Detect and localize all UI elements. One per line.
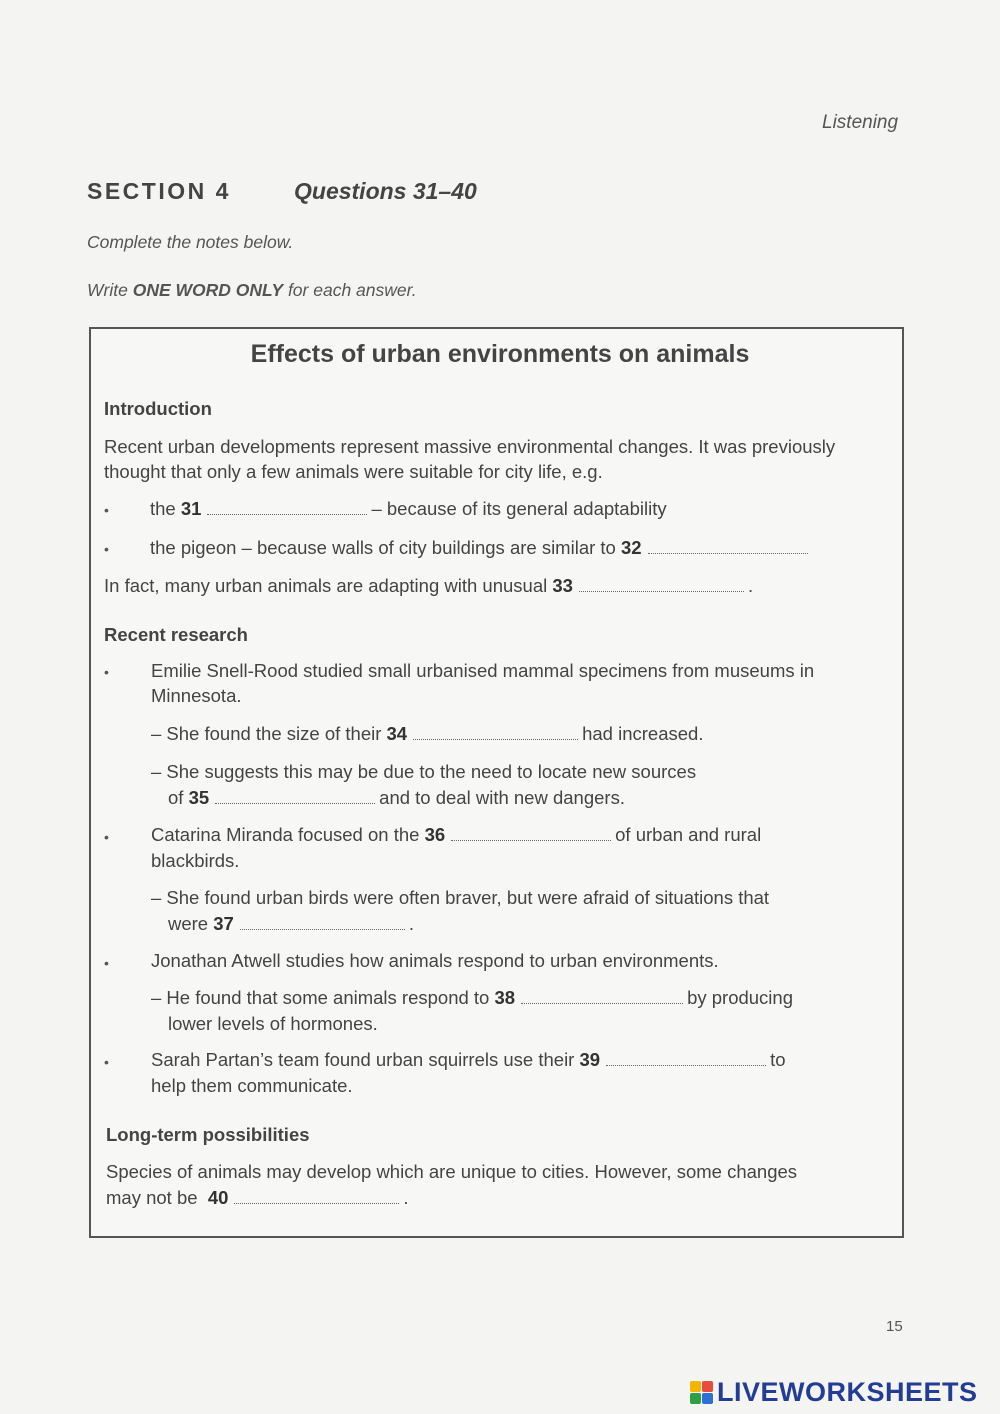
- answer-gap-31[interactable]: [207, 510, 367, 515]
- answer-gap-40[interactable]: [234, 1199, 399, 1204]
- bullet: •: [104, 955, 109, 971]
- bullet: •: [104, 541, 109, 557]
- longterm-heading: Long-term possibilities: [106, 1124, 310, 1145]
- page-number: 15: [886, 1318, 903, 1335]
- research-atwell: Jonathan Atwell studies how animals respond to urban environments.: [151, 950, 719, 971]
- brand-name: LIVEWORKSHEETS: [717, 1377, 978, 1407]
- longterm-line1: Species of animals may develop which are unique to cities. However, some changes: [106, 1161, 798, 1182]
- research-atwell-38: – He found that some animals respond to 38 by producing: [151, 987, 793, 1008]
- logo-square: [690, 1381, 701, 1392]
- intro-heading: Introduction: [104, 398, 212, 419]
- logo-icon: [690, 1381, 713, 1404]
- section-label: SECTION 4: [87, 178, 231, 204]
- intro-bullet-31: the 31 – because of its general adaptability: [150, 498, 667, 519]
- bullet: •: [104, 664, 109, 680]
- research-atwell-line2: lower levels of hormones.: [168, 1013, 378, 1034]
- research-snell-rood: Emilie Snell-Rood studied small urbanised mammal specimens from museums in Minnesota.: [151, 660, 815, 706]
- research-miranda-37: were 37 .: [168, 913, 414, 934]
- answer-gap-38[interactable]: [521, 999, 683, 1004]
- research-heading: Recent research: [104, 624, 248, 645]
- logo-square: [702, 1381, 713, 1392]
- instruction-complete: Complete the notes below.: [87, 232, 294, 252]
- questions-range: Questions 31–40: [294, 178, 477, 204]
- longterm-40: may not be 40 .: [106, 1187, 409, 1208]
- research-miranda-finding: – She found urban birds were often braver, but were afraid of situations that: [151, 887, 770, 908]
- intro-fact-33: In fact, many urban animals are adapting with unusual 33 .: [104, 575, 754, 596]
- logo-square: [702, 1393, 713, 1404]
- research-partan-39: Sarah Partan’s team found urban squirrels use their 39 to: [151, 1049, 786, 1070]
- research-miranda-36: Catarina Miranda focused on the 36 of urban and rural: [151, 824, 762, 845]
- research-snell-rood-suggest: – She suggests this may be due to the need to locate new sources: [151, 761, 697, 782]
- bullet: •: [104, 829, 109, 845]
- research-partan-line2: help them communicate.: [151, 1075, 353, 1096]
- research-snell-rood-35: of 35 and to deal with new dangers.: [168, 787, 625, 808]
- answer-gap-37[interactable]: [240, 925, 405, 930]
- logo-square: [690, 1393, 701, 1404]
- header-label: Listening: [822, 112, 899, 133]
- notes-title: Effects of urban environments on animals: [250, 340, 750, 368]
- bullet: •: [104, 502, 109, 518]
- answer-gap-33[interactable]: [579, 587, 744, 592]
- bullet: •: [104, 1054, 109, 1070]
- answer-gap-32[interactable]: [648, 549, 808, 554]
- research-snell-rood-34: – She found the size of their 34 had increased.: [151, 723, 704, 744]
- research-miranda-line2: blackbirds.: [151, 850, 240, 871]
- instruction-word-limit: Write ONE WORD ONLY for each answer.: [87, 280, 417, 300]
- answer-gap-35[interactable]: [215, 799, 375, 804]
- answer-gap-39[interactable]: [606, 1061, 766, 1066]
- intro-bullet-32: the pigeon – because walls of city buildings are similar to 32: [150, 535, 812, 560]
- answer-gap-34[interactable]: [413, 735, 578, 740]
- liveworksheets-logo: [690, 1377, 978, 1408]
- answer-gap-36[interactable]: [451, 836, 611, 841]
- intro-paragraph: Recent urban developments represent massive environmental changes. It was previously thought that only a few animals were suitable for city life, e.g.: [104, 436, 836, 482]
